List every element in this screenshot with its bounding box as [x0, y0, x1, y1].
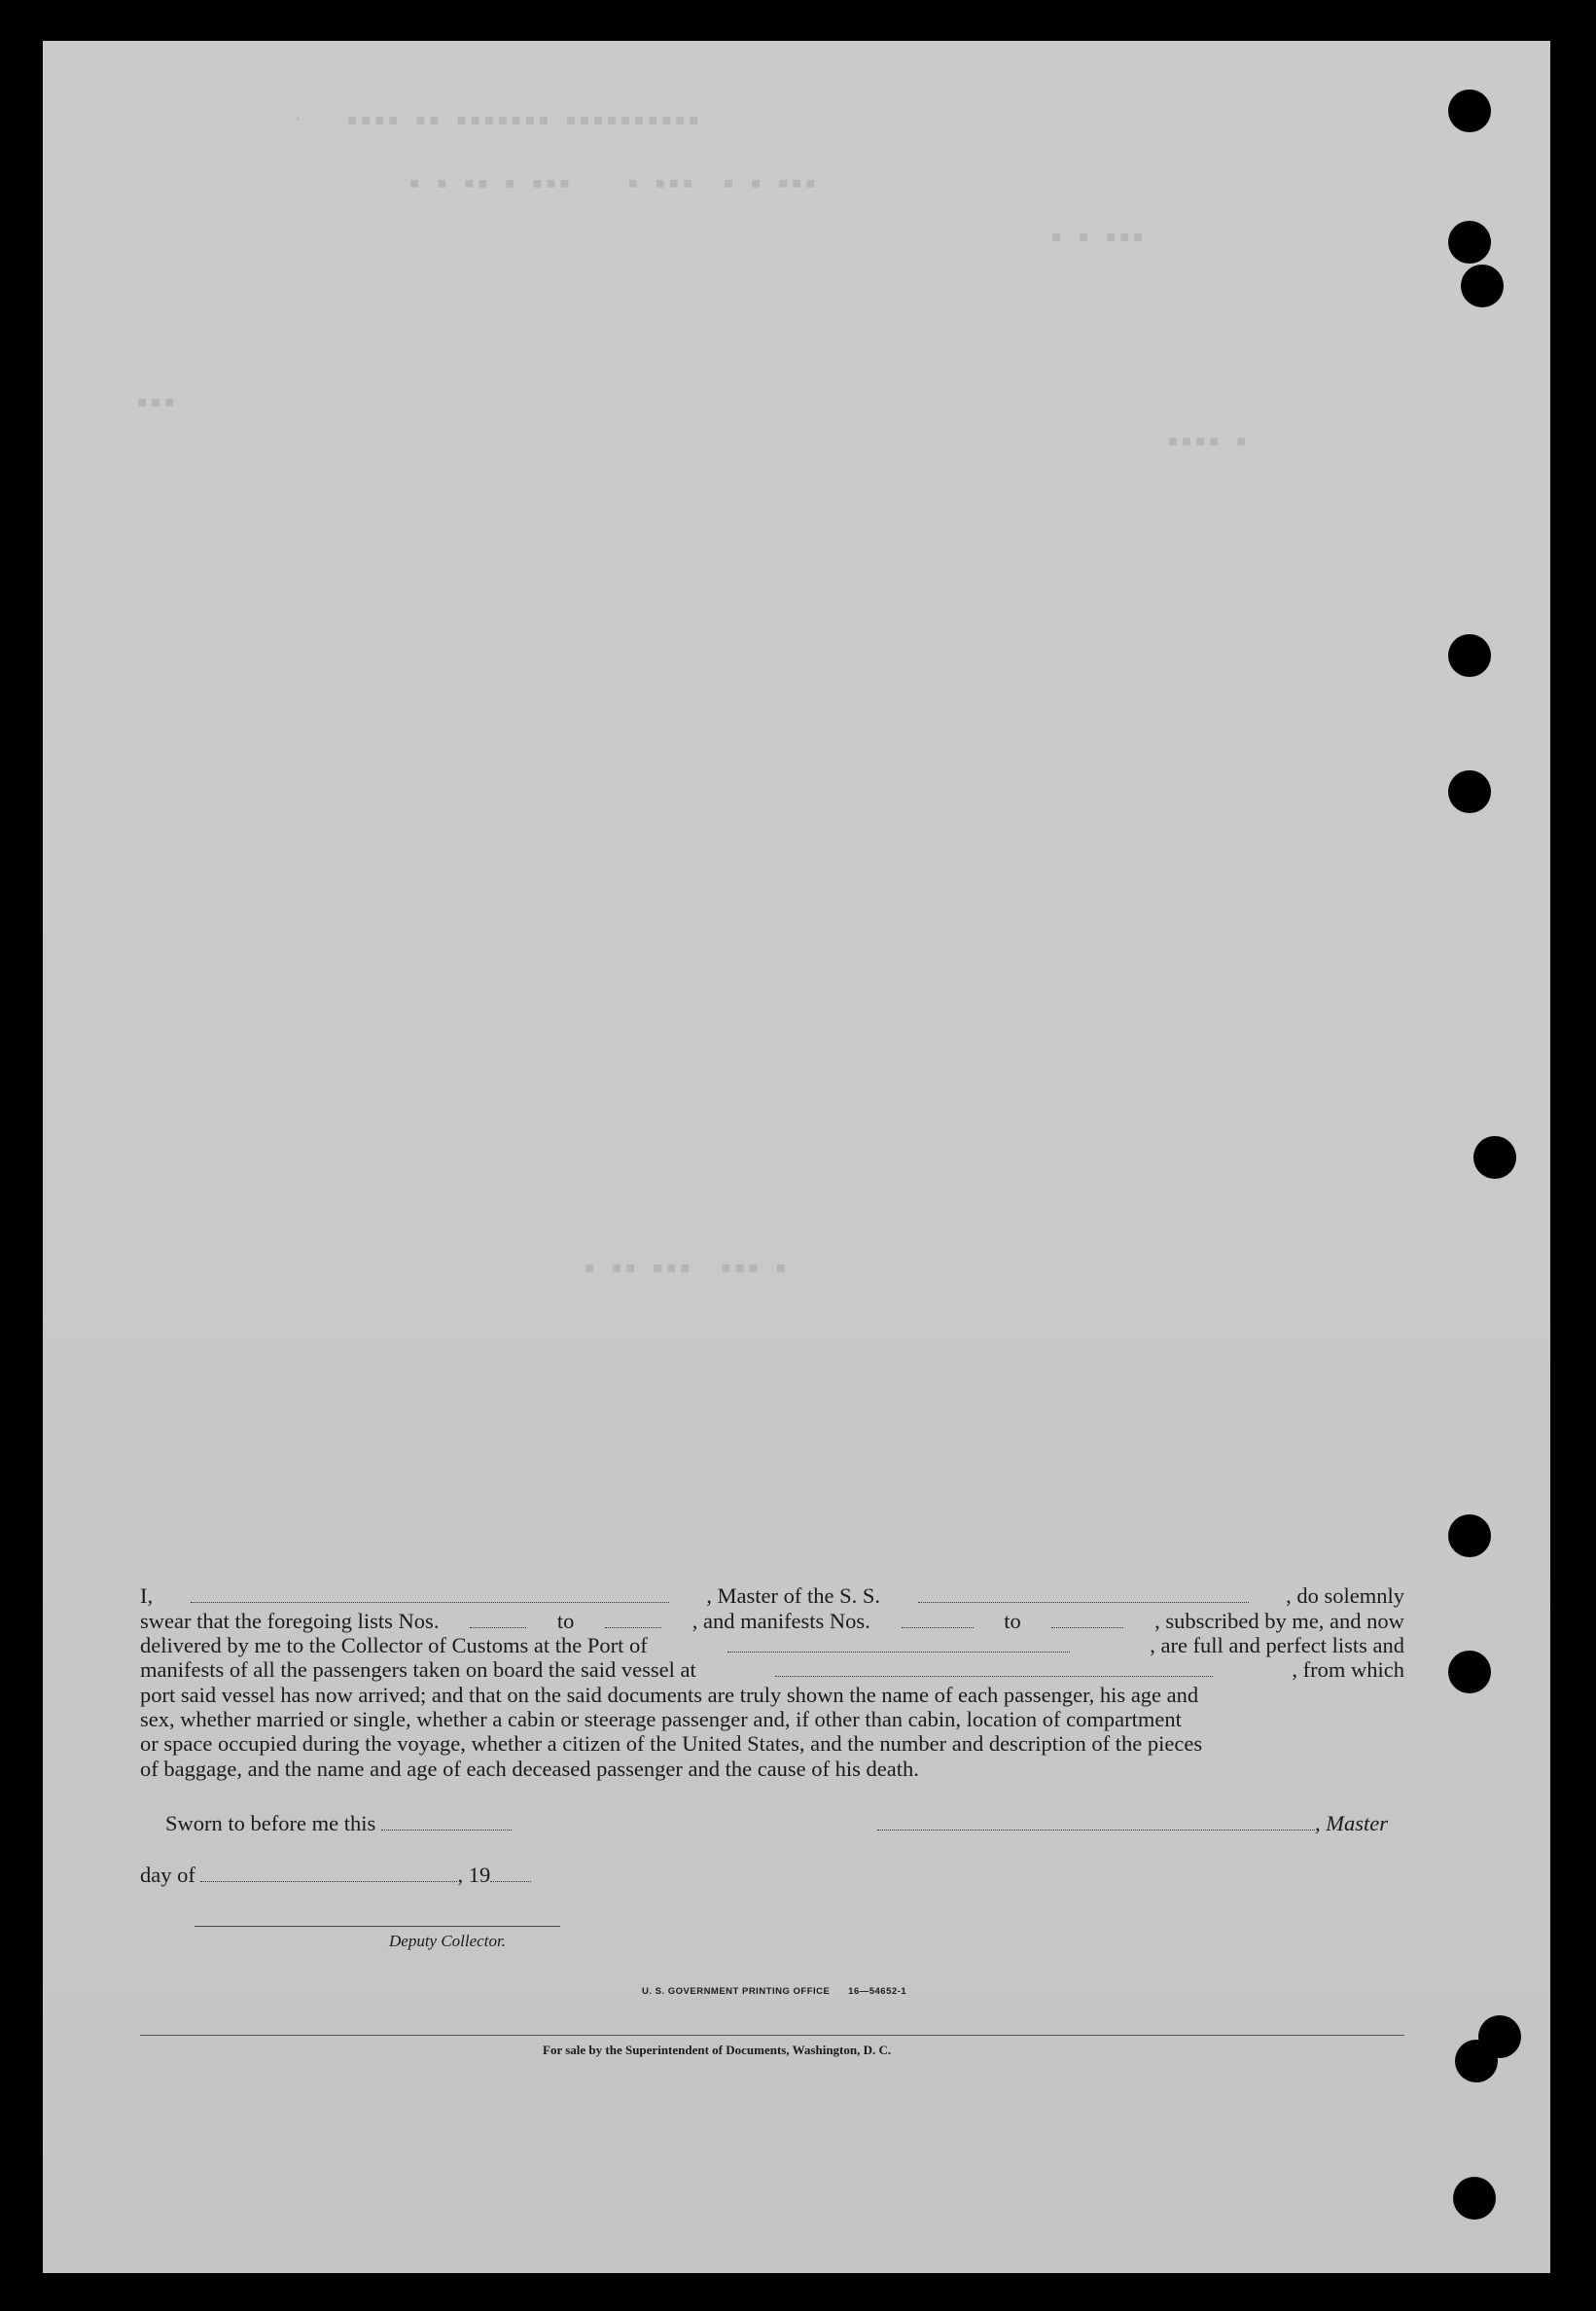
oath-text: , Master of the S. S.: [706, 1583, 880, 1609]
punch-hole: [1448, 634, 1491, 677]
for-sale-notice: For sale by the Superintendent of Documents, Washington, D. C.: [543, 2043, 892, 2057]
master-signature-line: [877, 1811, 1388, 1836]
lists-from-field[interactable]: [470, 1608, 526, 1627]
sworn-day-field[interactable]: [381, 1811, 512, 1831]
month-field[interactable]: [200, 1863, 457, 1882]
vessel-name-field[interactable]: [918, 1583, 1249, 1603]
bleed-through-text: ▪ ▪ ▪▪▪: [1050, 224, 1147, 247]
oath-text: delivered by me to the Collector of Customs at the Port of: [140, 1632, 648, 1657]
bleed-through-text: ▪ ▪ ▪▪ ▪ ▪▪▪ ▪ ▪▪▪ ▪ ▪ ▪▪▪: [408, 170, 819, 194]
oath-text: , do solemnly: [1286, 1583, 1404, 1609]
oath-text: to: [556, 1608, 575, 1633]
punch-hole: [1448, 1651, 1491, 1693]
bleed-through-text: ▪▪▪: [136, 389, 178, 412]
oath-line: [140, 1608, 1404, 1632]
master-oath-paragraph: [140, 1583, 1404, 1781]
oath-text: , and manifests Nos.: [692, 1608, 870, 1633]
oath-line: [140, 1657, 1404, 1682]
oath-text: to: [1004, 1608, 1021, 1633]
punch-hole: [1461, 265, 1504, 307]
master-signature-field[interactable]: [877, 1811, 1315, 1831]
punch-hole: [1448, 770, 1491, 813]
oath-text: of baggage, and the name and age of each deceased passenger and the cause of his death.: [140, 1756, 919, 1781]
printing-office-imprint: U. S. GOVERNMENT PRINTING OFFICE 16—54652-1: [642, 1986, 907, 1997]
oath-line: [140, 1683, 1404, 1707]
punch-hole: [1473, 1136, 1516, 1179]
year-field[interactable]: [490, 1863, 531, 1882]
oath-text: swear that the foregoing lists Nos.: [140, 1608, 440, 1633]
punch-hole: [1448, 89, 1491, 132]
punch-hole: [1448, 1514, 1491, 1557]
bleed-through-text: ▪ ▪▪ ▪▪▪ ▪▪▪ ▪: [584, 1255, 789, 1278]
oath-line: [140, 1583, 1404, 1608]
oath-line: [140, 1633, 1404, 1657]
deputy-signature-line[interactable]: [195, 1926, 560, 1927]
footer-rule: [140, 2035, 1404, 2036]
manifests-from-field[interactable]: [902, 1608, 974, 1627]
port-field[interactable]: [727, 1633, 1070, 1653]
master-label: , Master: [1315, 1811, 1388, 1836]
lists-to-field[interactable]: [605, 1608, 661, 1627]
oath-line: [140, 1757, 1404, 1781]
bleed-through-text: · ▪▪▪▪ ▪▪ ▪▪▪▪▪▪▪ ▪▪▪▪▪▪▪▪▪▪: [292, 107, 702, 130]
oath-text: , from which: [1292, 1657, 1404, 1683]
day-of-text: day of: [140, 1863, 195, 1888]
punch-hole: [1455, 2040, 1498, 2082]
embarkation-port-field[interactable]: [775, 1657, 1213, 1677]
bleed-through-text: ▪▪▪▪ ▪: [1167, 428, 1250, 451]
oath-text: sex, whether married or single, whether a cabin or steerage passenger and, if other than cabin, location of compartment: [140, 1706, 1182, 1731]
punch-hole: [1453, 2177, 1496, 2220]
document-page: [43, 41, 1550, 2273]
sworn-before-line: [165, 1811, 512, 1836]
oath-text: manifests of all the passengers taken on board the said vessel at: [140, 1657, 696, 1683]
oath-text: or space occupied during the voyage, whether a citizen of the United States, and the number and description of the pieces: [140, 1731, 1203, 1757]
sworn-text: Sworn to before me this: [165, 1811, 376, 1836]
oath-line: [140, 1707, 1404, 1731]
master-name-field[interactable]: [191, 1583, 669, 1603]
deputy-collector-label: Deputy Collector.: [389, 1932, 506, 1950]
day-of-line: [140, 1863, 531, 1888]
manifests-to-field[interactable]: [1051, 1608, 1123, 1627]
oath-text: port said vessel has now arrived; and that on the said documents are truly shown the name of each passenger, his age and: [140, 1682, 1199, 1707]
oath-line: [140, 1731, 1404, 1756]
oath-text: I,: [140, 1583, 154, 1609]
punch-hole: [1448, 221, 1491, 264]
oath-text: , are full and perfect lists and: [1150, 1632, 1404, 1657]
oath-text: , subscribed by me, and now: [1154, 1608, 1404, 1633]
year-prefix: , 19: [457, 1863, 491, 1888]
